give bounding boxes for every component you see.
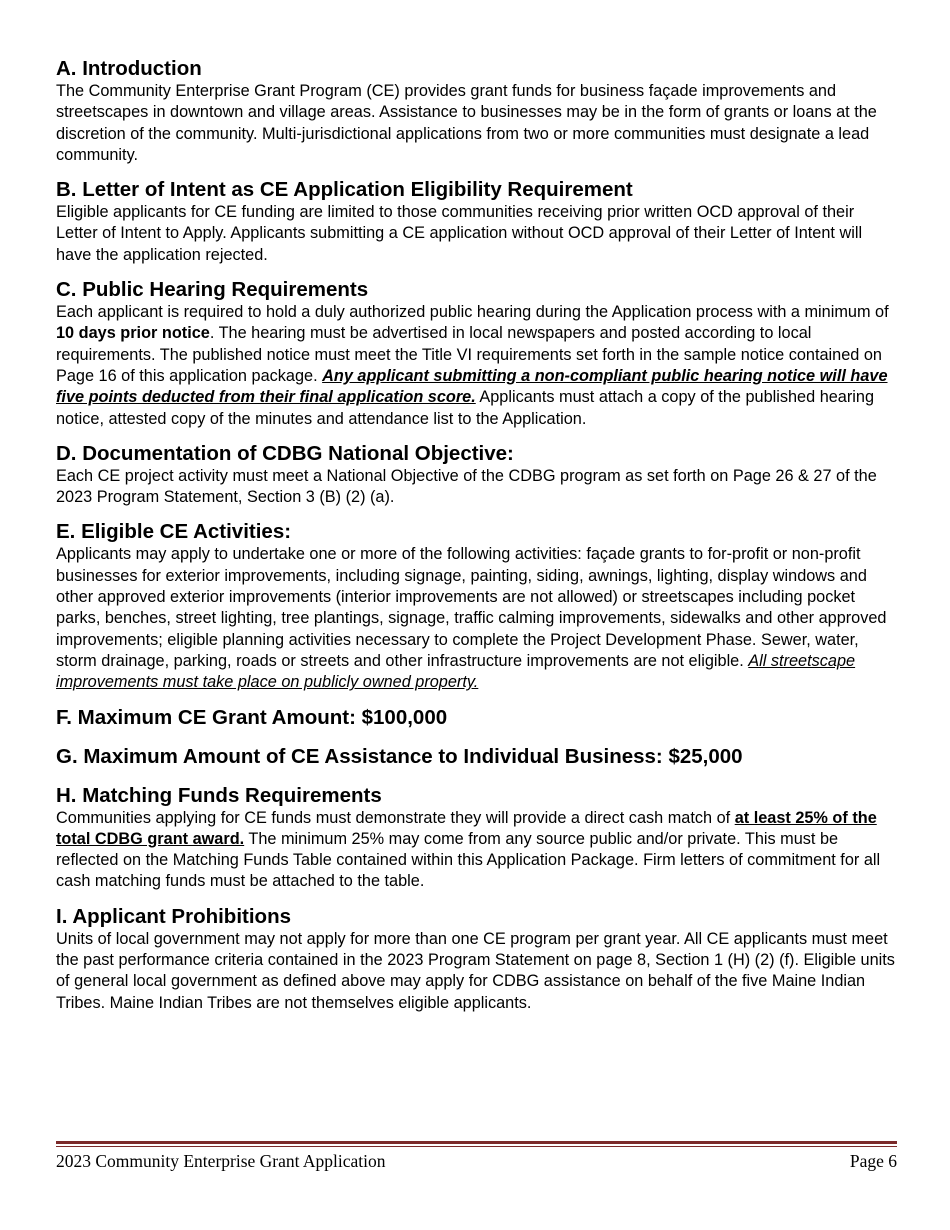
- section-heading: B. Letter of Intent as CE Application Eligibility Requirement: [56, 178, 633, 202]
- paragraph-text: Applicants may apply to undertake one or more of the following activities: façade grants to for-profit or non-profit businesses for exterior improvements, including signage, painting, siding, awnings, lighting, display windows and other approved exterior improvements (interior improvements are not allowed) or streetscapes including pocket parks, benches, street lighting, tree plantings, signage, traffic calming improvements, sidewalks and other approved improvements; eligible planning activities necessary to complete the Project Development Phase. Sewer, water, storm drainage, parking, roads or streets and other infrastructure improvements are not eligible.: [56, 545, 887, 670]
- bold-text: 10 days prior notice: [56, 324, 210, 343]
- section-public-hearing: [56, 278, 898, 430]
- paragraph-text: Each applicant is required to hold a duly authorized public hearing during the Application process with a minimum of: [56, 303, 889, 322]
- section-paragraph: [56, 544, 898, 693]
- section-heading: I. Applicant Prohibitions: [56, 904, 291, 928]
- section-matching-funds: [56, 784, 898, 893]
- section-paragraph: Eligible applicants for CE funding are limited to those communities receiving prior written OCD approval of their Letter of Intent to Apply. Applicants submitting a CE application without OCD approval of their Letter of Intent will have the application rejected.: [56, 203, 863, 264]
- section-heading: C. Public Hearing Requirements: [56, 278, 369, 302]
- emphasis-text: All streetscape improvements must take place on publicly owned property.: [56, 651, 856, 692]
- section-paragraph: [56, 302, 898, 430]
- section-paragraph: The Community Enterprise Grant Program (CE) provides grant funds for business façade improvements and streetscapes in downtown and village areas. Assistance to businesses may be in the form of grants or loans at the discretion of the community. Multi-jurisdictional applications from two or more communities must designate a lead community.: [56, 82, 877, 164]
- page-footer: [56, 1151, 897, 1172]
- paragraph-text: Communities applying for CE funds must demonstrate they will provide a direct cash match of: [56, 808, 735, 827]
- footer-title: 2023 Community Enterprise Grant Application: [56, 1151, 386, 1171]
- section-paragraph: Units of local government may not apply for more than one CE program per grant year. All CE applicants must meet the past performance criteria contained in the 2023 Program Statement on page 8, Section 1 (H) (2) (f). Eligible units of general local government as defined above may apply for CDBG assistance on behalf of the five Maine Indian Tribes. Maine Indian Tribes are not themselves eligible applicants.: [56, 929, 895, 1012]
- section-applicant-prohibitions: [56, 905, 898, 1014]
- page-number: Page 6: [849, 1151, 897, 1171]
- section-letter-of-intent: [56, 178, 898, 266]
- section-national-objective: [56, 442, 898, 509]
- section-heading-max-grant: F. Maximum CE Grant Amount: $100,000: [56, 705, 448, 729]
- section-heading: D. Documentation of CDBG National Objective:: [56, 441, 514, 465]
- section-heading-max-business: G. Maximum Amount of CE Assistance to Individual Business: $25,000: [56, 744, 743, 768]
- section-eligible-activities: [56, 520, 898, 693]
- section-paragraph: Each CE project activity must meet a National Objective of the CDBG program as set forth on Page 26 & 27 of the 2023 Program Statement, Section 3 (B) (2) (a).: [56, 466, 877, 507]
- section-heading: A. Introduction: [56, 57, 202, 80]
- emphasis-text: Any applicant submitting a non-compliant public hearing notice will have five points deducted from their final application score.: [56, 366, 888, 407]
- paragraph-text: Applicants must attach a copy of the published hearing notice, attested copy of the minutes and attendance list to the Application.: [56, 388, 875, 428]
- section-introduction: [56, 57, 898, 166]
- section-heading: H. Matching Funds Requirements: [56, 783, 382, 807]
- paragraph-text: The minimum 25% may come from any source public and/or private. This must be reflected on the Matching Funds Table contained within this Application Package. Firm letters of commitment for all cash matching funds must be attached to the table.: [56, 829, 881, 891]
- document-body: [56, 57, 898, 1026]
- footer-rule-thin: [56, 1146, 897, 1147]
- section-heading: E. Eligible CE Activities:: [56, 520, 292, 544]
- section-paragraph: [56, 808, 898, 893]
- emphasis-text: at least 25% of the total CDBG grant award.: [56, 808, 877, 848]
- paragraph-text: . The hearing must be advertised in local newspapers and posted according to local requirements. The published notice must meet the Title VI requirements set forth in the sample notice contained on Page 16 of this application package.: [56, 324, 882, 385]
- footer-rule: [56, 1141, 897, 1144]
